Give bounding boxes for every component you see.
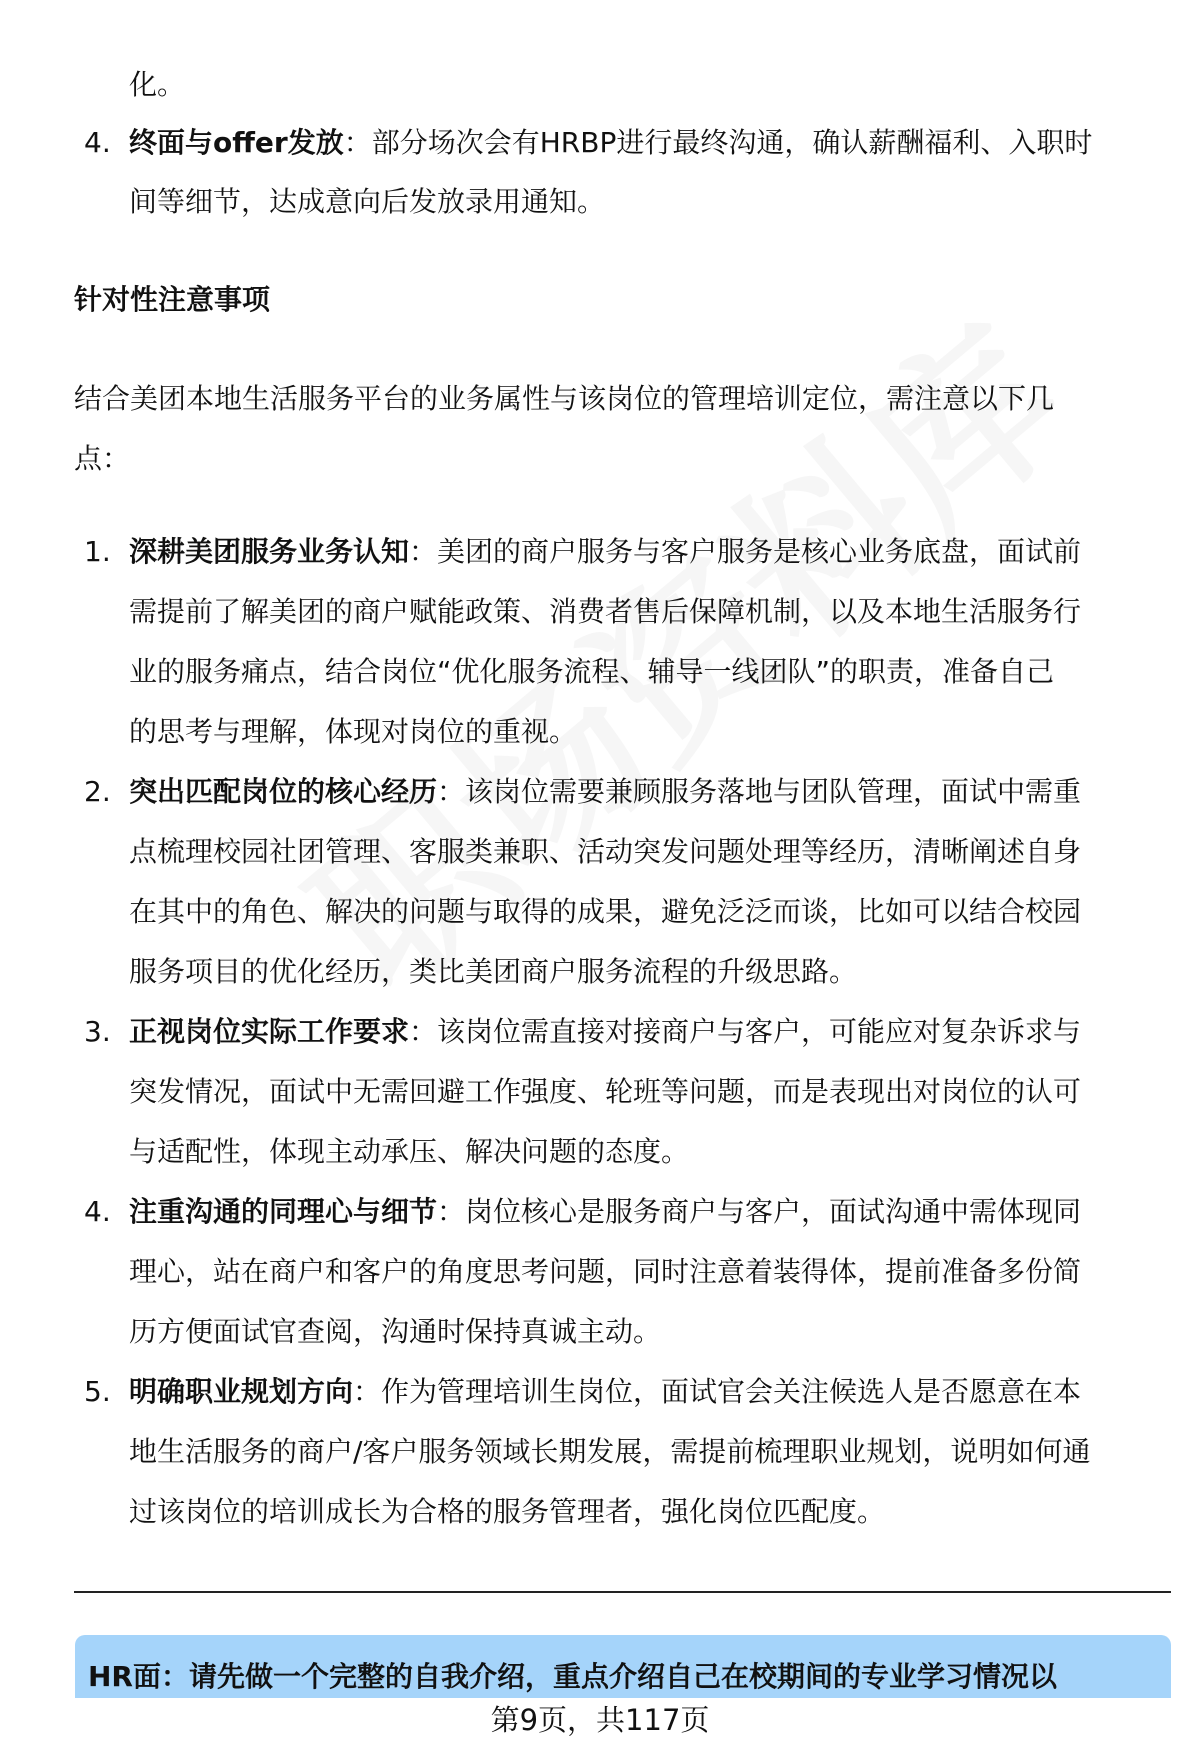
list-item-text: ：岗位核心是服务商户与客户，面试沟通中需体现同 xyxy=(437,1195,1082,1228)
list-item-text: ：该岗位需直接对接商户与客户，可能应对复杂诉求与 xyxy=(409,1015,1082,1048)
list-number: 5. xyxy=(84,1375,111,1408)
intro-line: 结合美团本地生活服务平台的业务属性与该岗位的管理培训定位，需注意以下几 xyxy=(74,382,1055,415)
list-item-line: 的思考与理解，体现对岗位的重视。 xyxy=(129,715,578,748)
divider xyxy=(74,1591,1171,1593)
list-number: 3. xyxy=(84,1015,111,1048)
list-item-line: 突发情况，面试中无需回避工作强度、轮班等问题，而是表现出对岗位的认可 xyxy=(129,1075,1082,1108)
list-item-line: 过该岗位的培训成长为合格的服务管理者，强化岗位匹配度。 xyxy=(129,1495,886,1528)
section-heading: 针对性注意事项 xyxy=(74,283,271,316)
list-item-text: ：该岗位需要兼顾服务落地与团队管理，面试中需重 xyxy=(437,775,1082,808)
list-item-line: 历方便面试官查阅，沟通时保持真诚主动。 xyxy=(129,1315,662,1348)
list-item-line: 间等细节，达成意向后发放录用通知。 xyxy=(129,185,606,218)
list-number: 1. xyxy=(84,535,111,568)
prev-tail-text: 化。 xyxy=(129,68,186,101)
list-item-title: 深耕美团服务业务认知 xyxy=(129,535,410,568)
page-footer: 第9页，共117页 xyxy=(490,1703,710,1737)
list-number: 2. xyxy=(84,775,111,808)
list-number: 4. xyxy=(84,1195,111,1228)
question-text: HR面：请先做一个完整的自我介绍，重点介绍自己在校期间的专业学习情况以 xyxy=(88,1660,1057,1693)
list-item-line xyxy=(129,532,1081,572)
list-item-line xyxy=(129,1192,1081,1232)
list-number: 4. xyxy=(84,126,111,159)
list-item-line: 服务项目的优化经历，类比美团商户服务流程的升级思路。 xyxy=(129,955,858,988)
list-item-title: 终面与offer发放 xyxy=(129,126,344,159)
list-item-line: 地生活服务的商户/客户服务领域长期发展，需提前梳理职业规划，说明如何通 xyxy=(129,1435,1091,1468)
list-item-text: ：作为管理培训生岗位，面试官会关注候选人是否愿意在本 xyxy=(353,1375,1082,1408)
list-item-line xyxy=(129,123,1092,163)
list-item-line xyxy=(129,772,1081,812)
list-item-text: ：美团的商户服务与客户服务是核心业务底盘，面试前 xyxy=(409,535,1082,568)
list-item-title: 明确职业规划方向 xyxy=(129,1375,354,1408)
list-item-title: 正视岗位实际工作要求 xyxy=(129,1015,410,1048)
question-box xyxy=(75,1635,1171,1698)
list-item-text: ：部分场次会有HRBP进行最终沟通，确认薪酬福利、入职时 xyxy=(343,126,1093,159)
list-item-line: 点梳理校园社团管理、客服类兼职、活动突发问题处理等经历，清晰阐述自身 xyxy=(129,835,1082,868)
list-item-line: 与适配性，体现主动承压、解决问题的态度。 xyxy=(129,1135,690,1168)
list-item-line: 在其中的角色、解决的问题与取得的成果，避免泛泛而谈，比如可以结合校园 xyxy=(129,895,1082,928)
list-item-title: 注重沟通的同理心与细节 xyxy=(129,1195,438,1228)
list-item-line: 需提前了解美团的商户赋能政策、消费者售后保障机制，以及本地生活服务行 xyxy=(129,595,1082,628)
list-item-line: 业的服务痛点，结合岗位“优化服务流程、辅导一线团队”的职责，准备自己 xyxy=(129,655,1055,688)
list-item-line: 理心，站在商户和客户的角度思考问题，同时注意着装得体，提前准备多份简 xyxy=(129,1255,1082,1288)
list-item-line xyxy=(129,1372,1081,1412)
intro-line: 点： xyxy=(74,442,131,475)
list-item-title: 突出匹配岗位的核心经历 xyxy=(129,775,438,808)
list-item-line xyxy=(129,1012,1081,1052)
